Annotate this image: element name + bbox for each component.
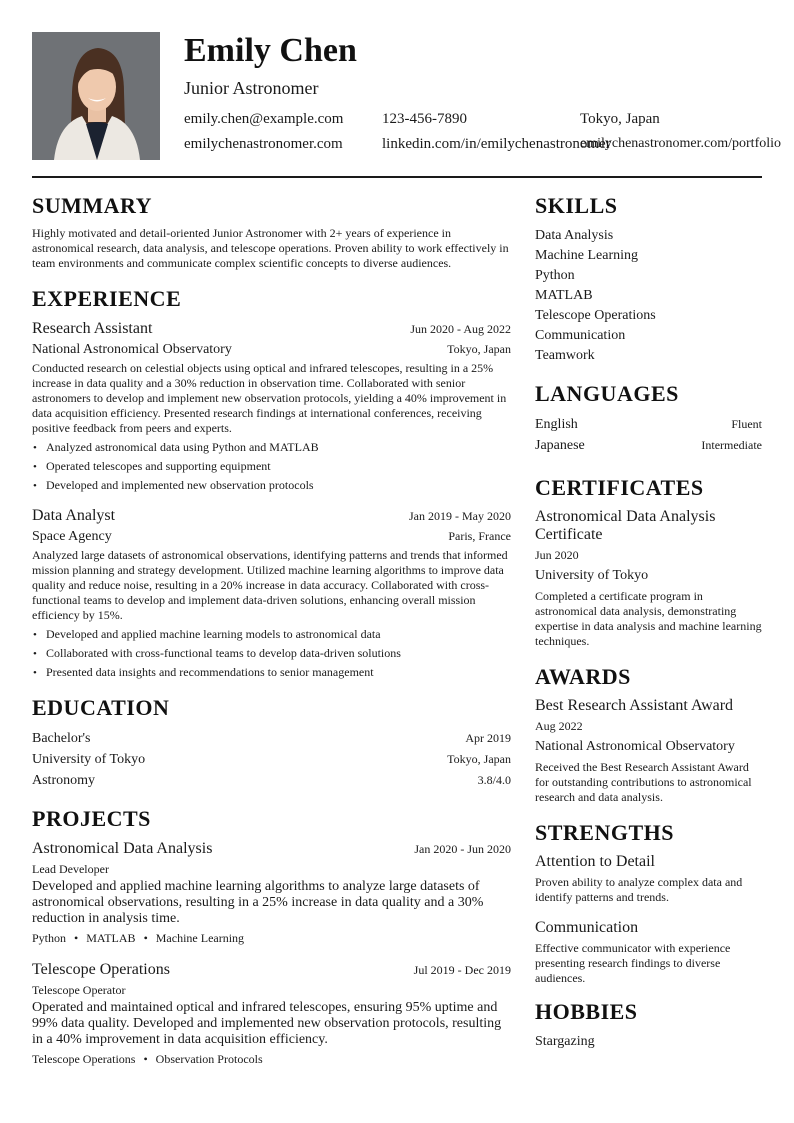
project-title: Telescope Operations [32, 961, 170, 978]
language-level: Fluent [731, 417, 762, 431]
project-description: Developed and applied machine learning algorithms to analyze large datasets of astronomical observations, resulting in a 25% increase in data quality and a 30% reduction in analysis time. [32, 879, 484, 926]
location: Tokyo, Japan [447, 752, 511, 766]
award-date: Aug 2022 [535, 719, 583, 733]
experience-item [32, 319, 511, 493]
section-heading: STRENGTHS [535, 820, 674, 845]
skill-item: Teamwork [535, 348, 595, 363]
position-title: Data Analyst [32, 507, 116, 524]
language-name: English [535, 417, 578, 432]
sidebar-column [535, 194, 762, 1068]
language-level: Intermediate [701, 438, 762, 452]
skills-section [535, 194, 762, 366]
language-item [535, 435, 762, 456]
section-heading: SKILLS [535, 193, 618, 218]
skill-item: Telescope Operations [535, 308, 656, 323]
tag: Telescope Operations [32, 1052, 136, 1066]
email-link[interactable]: emily.chen@example.com [184, 111, 344, 127]
project-item [32, 960, 511, 1067]
skill-item: Python [535, 268, 575, 283]
languages-section [535, 382, 762, 456]
gpa: 3.8/4.0 [477, 773, 511, 787]
organization: National Astronomical Observatory [32, 342, 232, 357]
tag-separator: • [143, 1052, 148, 1066]
hobbies-section [535, 1000, 762, 1052]
education-section [32, 696, 511, 791]
section-heading: HOBBIES [535, 999, 638, 1024]
date-range: Jan 2019 - May 2020 [409, 509, 511, 523]
section-heading: EXPERIENCE [32, 286, 182, 311]
strength-description: Proven ability to analyze complex data and identify patterns and trends. [535, 875, 743, 904]
tag: MATLAB [86, 931, 136, 945]
tag-separator: • [143, 931, 148, 945]
linkedin-link[interactable]: linkedin.com/in/emilychenastronomer [382, 136, 611, 152]
bullet-item: • Developed and applied machine learning models to astronomical data [32, 627, 511, 642]
bullet-item: • Collaborated with cross-functional teams to develop data-driven solutions [32, 646, 511, 661]
portfolio-link[interactable]: emilychenastronomer.com/portfolio [580, 136, 782, 151]
bullet-list [32, 440, 511, 493]
awards-section [535, 665, 762, 805]
certificate-name: Astronomical Data Analysis Certificate [535, 508, 716, 543]
strength-name: Attention to Detail [535, 853, 655, 870]
section-heading: EDUCATION [32, 695, 170, 720]
graduation-date: Apr 2019 [465, 731, 511, 745]
experience-item [32, 506, 511, 680]
strength-name: Communication [535, 919, 639, 936]
projects-section [32, 807, 511, 1067]
header-divider [32, 176, 762, 178]
language-name: Japanese [535, 438, 585, 453]
bullet-item: • Developed and implemented new observation protocols [32, 478, 511, 493]
main-column [32, 194, 511, 1083]
date-range: Jan 2020 - Jun 2020 [414, 842, 511, 856]
strength-item [535, 919, 762, 986]
certificate-date: Jun 2020 [535, 548, 579, 562]
tag-separator: • [74, 931, 79, 945]
website-link[interactable]: emilychenastronomer.com [184, 136, 343, 152]
experience-section [32, 287, 511, 680]
phone-number[interactable]: 123-456-7890 [382, 111, 467, 127]
bullet-item: • Operated telescopes and supporting equipment [32, 459, 511, 474]
location: Tokyo, Japan [580, 111, 660, 127]
organization: Space Agency [32, 529, 112, 544]
strength-item [535, 853, 762, 905]
section-heading: PROJECTS [32, 806, 151, 831]
certificate-issuer: University of Tokyo [535, 568, 649, 583]
summary-text: Highly motivated and detail-oriented Junior Astronomer with 2+ years of experience in astronomical research, data analysis, and telescope operations. Proven ability to work effectively in team environments and communicate complex scientific concepts to diverse audiences. [32, 226, 509, 270]
school: University of Tokyo [32, 752, 146, 767]
field-of-study: Astronomy [32, 773, 95, 788]
section-heading: SUMMARY [32, 193, 153, 218]
summary-section [32, 194, 511, 271]
project-role: Lead Developer [32, 862, 109, 876]
skill-item: MATLAB [535, 288, 593, 303]
certificate-description: Completed a certificate program in astronomical data analysis, demonstrating expertise in data analysis and machine learning techniques. [535, 589, 762, 648]
tag: Machine Learning [155, 931, 245, 945]
award-name: Best Research Assistant Award [535, 697, 734, 714]
candidate-name: Emily Chen [184, 32, 357, 69]
degree: Bachelor's [32, 731, 91, 746]
tag-list [32, 1052, 511, 1067]
section-heading: AWARDS [535, 664, 631, 689]
description: Analyzed large datasets of astronomical observations, identifying patterns and trends that informed mission planning and strategy development. Utilized machine learning algorithms to improve data quality and reduce noise, resulting in a 20% increase in data accuracy. Collaborated with cross-functional teams to develop and implement data-driven solutions, enhancing overall mission efficiency by 15%. [32, 548, 508, 622]
language-item [535, 414, 762, 435]
strength-description: Effective communicator with experience presenting research findings to diverse audiences. [535, 941, 731, 985]
position-title: Research Assistant [32, 320, 153, 337]
skill-item: Data Analysis [535, 228, 614, 243]
project-description: Operated and maintained optical and infrared telescopes, ensuring 95% uptime and 99% data quality. Developed and implemented new observation protocols, resulting in a 40% improvement in data acquisition efficiency. [32, 1000, 502, 1047]
resume-header [32, 32, 782, 160]
award-issuer: National Astronomical Observatory [535, 739, 735, 754]
project-title: Astronomical Data Analysis [32, 840, 213, 857]
certificates-section [535, 476, 762, 649]
job-title: Junior Astronomer [184, 78, 319, 98]
section-heading: CERTIFICATES [535, 475, 704, 500]
date-range: Jun 2020 - Aug 2022 [410, 322, 511, 336]
date-range: Jul 2019 - Dec 2019 [413, 963, 511, 977]
project-role: Telescope Operator [32, 983, 126, 997]
skill-item: Communication [535, 328, 626, 343]
profile-photo [32, 32, 160, 160]
description: Conducted research on celestial objects using optical and infrared telescopes, resulting in a 25% increase in data quality and a 30% reduction in observation time. Collaborated with senior astronomers to develop and implement new observation protocols, yielding a 40% improvement in data acquisition efficiency. Presented research findings at international conferences, receiving positive feedback from peers and experts. [32, 361, 507, 435]
bullet-item: • Analyzed astronomical data using Python and MATLAB [32, 440, 511, 455]
tag: Observation Protocols [155, 1052, 263, 1066]
hobby-item: Stargazing [535, 1034, 595, 1049]
section-heading: LANGUAGES [535, 381, 679, 406]
project-item [32, 839, 511, 946]
bullet-list [32, 627, 511, 680]
location: Tokyo, Japan [447, 342, 511, 356]
strengths-section [535, 821, 762, 986]
bullet-item: • Presented data insights and recommendations to senior management [32, 665, 511, 680]
tag-list [32, 931, 511, 946]
location: Paris, France [448, 529, 511, 543]
skill-item: Machine Learning [535, 248, 639, 263]
award-description: Received the Best Research Assistant Award for outstanding contributions to astronomical research and data analysis. [535, 760, 752, 804]
tag: Python [32, 931, 67, 945]
